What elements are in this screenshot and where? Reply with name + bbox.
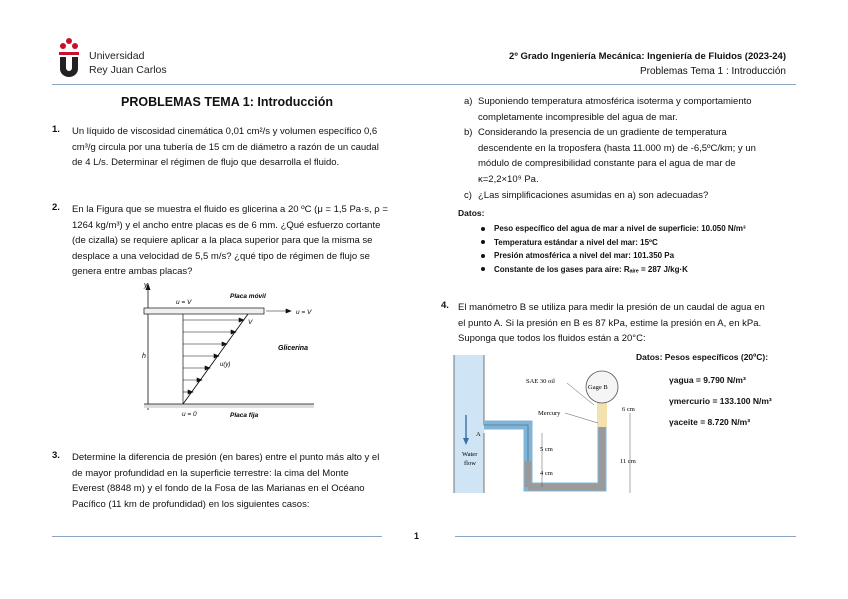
text-line: el punto A. Si la presión en B es 87 kPa, estime la presión en A, en kPa.	[458, 317, 762, 329]
problem-4-text	[458, 300, 788, 347]
axis-y-label: y	[144, 282, 148, 289]
course-title: 2º Grado Ingeniería Mecánica: Ingeniería de Fluidos (2023-24)	[509, 51, 786, 62]
label-sae-oil: SAE 30 oil	[526, 378, 555, 385]
list-item-text: Presión atmosférica a nivel del mar: 101.350 Pa	[494, 251, 675, 260]
problem-2-number: 2.	[52, 202, 60, 213]
label-u-0: u = 0	[182, 411, 197, 418]
page-title: PROBLEMAS TEMA 1: Introducción	[121, 95, 334, 109]
text-line: κ=2,2×10⁹ Pa.	[478, 173, 539, 185]
text-line: cm³/g circula por una tubería de 15 cm de diámetro a razón de un caudal	[72, 141, 379, 153]
text-line: En la Figura que se muestra el fluido es glicerina a 20 ºC (μ = 1,5 Pa·s, ρ =	[72, 204, 388, 215]
text-line: Determine la diferencia de presión (en bares) entre el punto más alto y el	[72, 452, 380, 463]
problem-2-text	[72, 202, 402, 280]
list-item	[481, 249, 746, 263]
text-line: El manómetro B se utiliza para medir la presión de un caudal de agua en	[458, 302, 765, 313]
manometer-figure	[452, 353, 652, 503]
label-11cm: 11 cm	[620, 458, 636, 465]
university-name-line2: Rey Juan Carlos	[89, 64, 167, 76]
problem-1-text	[72, 124, 402, 171]
case-c-label: c)	[464, 190, 472, 201]
label-h: h	[142, 353, 146, 360]
label-placa-movil: Placa móvil	[230, 293, 266, 300]
data-label: Datos:	[458, 208, 485, 218]
list-item	[481, 236, 746, 250]
text-line: desplace a una velocidad de 5,5 m/s? ¿qué tipo de régimen de flujo se	[72, 250, 370, 262]
data-agua: γagua = 9.790 N/m³	[669, 375, 746, 385]
label-4cm: 4 cm	[540, 470, 553, 477]
label-water: Water	[462, 451, 478, 458]
glycerin-plates-figure	[138, 280, 338, 425]
header-divider	[52, 84, 796, 85]
case-a-label: a)	[464, 96, 473, 107]
data-mercurio: γmercurio = 133.100 N/m³	[669, 396, 772, 406]
text-line: (de cizalla) se requiere aplicar a la placa superior para que la misma se	[72, 235, 373, 246]
label-flow: flow	[464, 460, 476, 467]
problem-3-number: 3.	[52, 450, 60, 461]
document-subtitle: Problemas Tema 1 : Introducción	[639, 66, 786, 77]
label-gage-b: Gage B	[588, 384, 608, 391]
label-u-v-right: u = V	[296, 309, 312, 316]
p4-data-title: Datos: Pesos específicos (20ºC):	[636, 352, 769, 362]
case-b-text	[478, 125, 786, 187]
university-crest-icon	[57, 37, 81, 77]
text-line: de 4 L/s. Determinar el régimen de flujo que desarrolla el fluido.	[72, 157, 340, 168]
list-item-text: Temperatura estándar a nivel del mar: 15ºC	[494, 237, 658, 247]
case-a-text	[478, 94, 786, 125]
problem-4-number: 4.	[441, 300, 449, 311]
problem-3-text	[72, 450, 402, 512]
label-u-v-top: u = V	[176, 299, 192, 306]
text-line: de mayor profundidad en la superficie terrestre: la cima del Monte	[72, 467, 349, 479]
label-glicerina: Glicerina	[278, 345, 308, 352]
university-name-line1: Universidad	[89, 50, 145, 62]
text-line: descendente en la troposfera (hasta 11.000 m) de -6,5ºC/km; y un	[478, 142, 756, 154]
problem-1-number: 1.	[52, 124, 60, 135]
label-placa-fija: Placa fija	[230, 412, 259, 419]
p4-data-list	[669, 370, 772, 433]
case-c-text: ¿Las simplificaciones asumidas en a) son adecuadas?	[478, 190, 709, 201]
data-aceite: γaceite = 8.720 N/m³	[669, 417, 751, 427]
label-6cm: 6 cm	[622, 406, 635, 413]
text-line: Suponiendo temperatura atmosférica isoterma y comportamiento	[478, 96, 752, 107]
list-item-text: Constante de los gases para aire: Rₐᵢᵣₑ = 287 J/kg·K	[494, 264, 688, 274]
text-line: módulo de compresibilidad constante para el agua de mar de	[478, 158, 736, 169]
label-u-y: u(y)	[220, 362, 231, 368]
text-line: Suponga que todos los fluidos están a 20°C:	[458, 333, 646, 344]
label-v: V	[248, 319, 253, 326]
label-5cm: 5 cm	[540, 446, 553, 453]
text-line: Un líquido de viscosidad cinemática 0,01 cm²/s y volumen específico 0,6	[72, 126, 378, 137]
list-item	[481, 222, 746, 236]
text-line: Pacífico (11 km de profundidad) en los siguientes casos:	[72, 498, 310, 510]
university-logo	[57, 37, 167, 79]
text-line: 1264 kg/m³) y el ancho entre placas es de 6 mm. ¿Qué esfuerzo cortante	[72, 219, 381, 231]
footer-rule-right	[455, 536, 796, 537]
label-a: A	[476, 431, 481, 438]
text-line: completamente incompresible del agua de mar.	[478, 111, 678, 123]
data-list	[481, 222, 746, 276]
list-item-text: Peso específico del agua de mar a nivel de superficie: 10.050 N/m³	[494, 224, 746, 233]
text-line: genera entre ambas placas?	[72, 266, 193, 277]
case-b-label: b)	[464, 127, 473, 138]
label-mercury: Mercury	[538, 410, 561, 417]
page-number: 1	[414, 531, 420, 541]
text-line: Considerando la presencia de un gradiente de temperatura	[478, 127, 727, 138]
text-line: Everest (8848 m) y el fondo de la Fosa de las Marianas en el Océano	[72, 483, 365, 494]
list-item	[481, 263, 746, 277]
footer-rule-left	[52, 536, 382, 537]
